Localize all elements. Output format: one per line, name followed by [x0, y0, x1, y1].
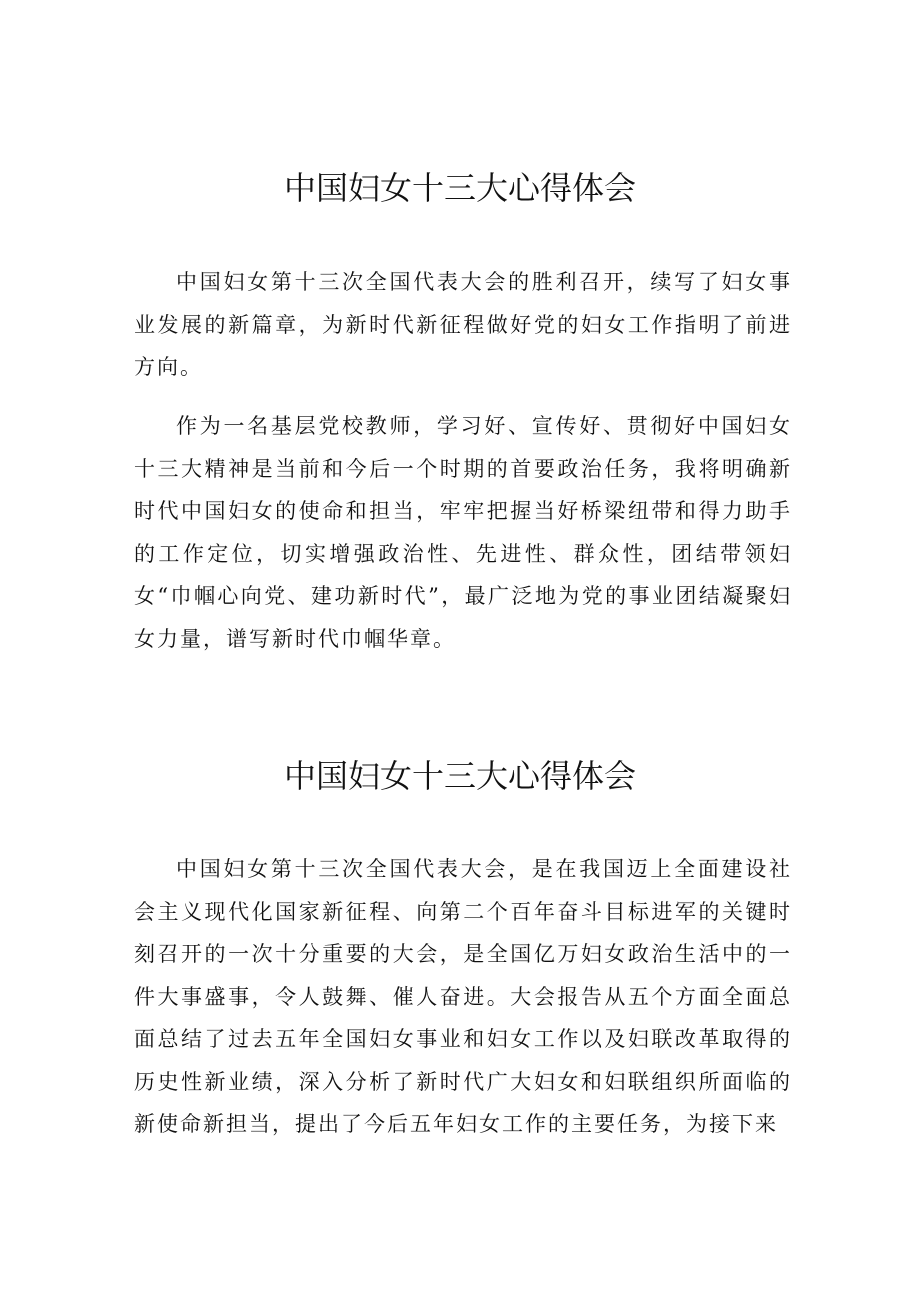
- section-1-paragraph-2: 作为一名基层党校教师，学习好、宣传好、贯彻好中国妇女十三大精神是当前和今后一个时期的首要政治任务，我将明确新时代中国妇女的使命和担当，牢牢把握当好桥梁纽带和得力助手的工作定位，切实增强政治性、先进性、群众性，团结带领妇女“巾帼心向党、建功新时代”，最广泛地为党的事业团结凝聚妇女力量，谱写新时代巾帼华章。: [134, 414, 792, 651]
- section-1-paragraph-1: 中国妇女第十三次全国代表大会的胜利召开，续写了妇女事业发展的新篇章，为新时代新征程做好党的妇女工作指明了前进方向。: [134, 270, 792, 379]
- section-title-2: 中国妇女十三大心得体会: [283, 757, 636, 795]
- section-title-1: 中国妇女十三大心得体会: [283, 169, 636, 207]
- section-2-paragraph-1: 中国妇女第十三次全国代表大会，是在我国迈上全面建设社会主义现代化国家新征程、向第二个百年奋斗目标进军的关键时刻召开的一次十分重要的大会，是全国亿万妇女政治生活中的一件大事盛事，令人鼓舞、催人奋进。大会报告从五个方面全面总面总结了过去五年全国妇女事业和妇女工作以及妇联改革取得的历史性新业绩，深入分析了新时代广大妇女和妇联组织所面临的新使命新担当，提出了今后五年妇女工作的主要任务，为接下来: [134, 857, 792, 1136]
